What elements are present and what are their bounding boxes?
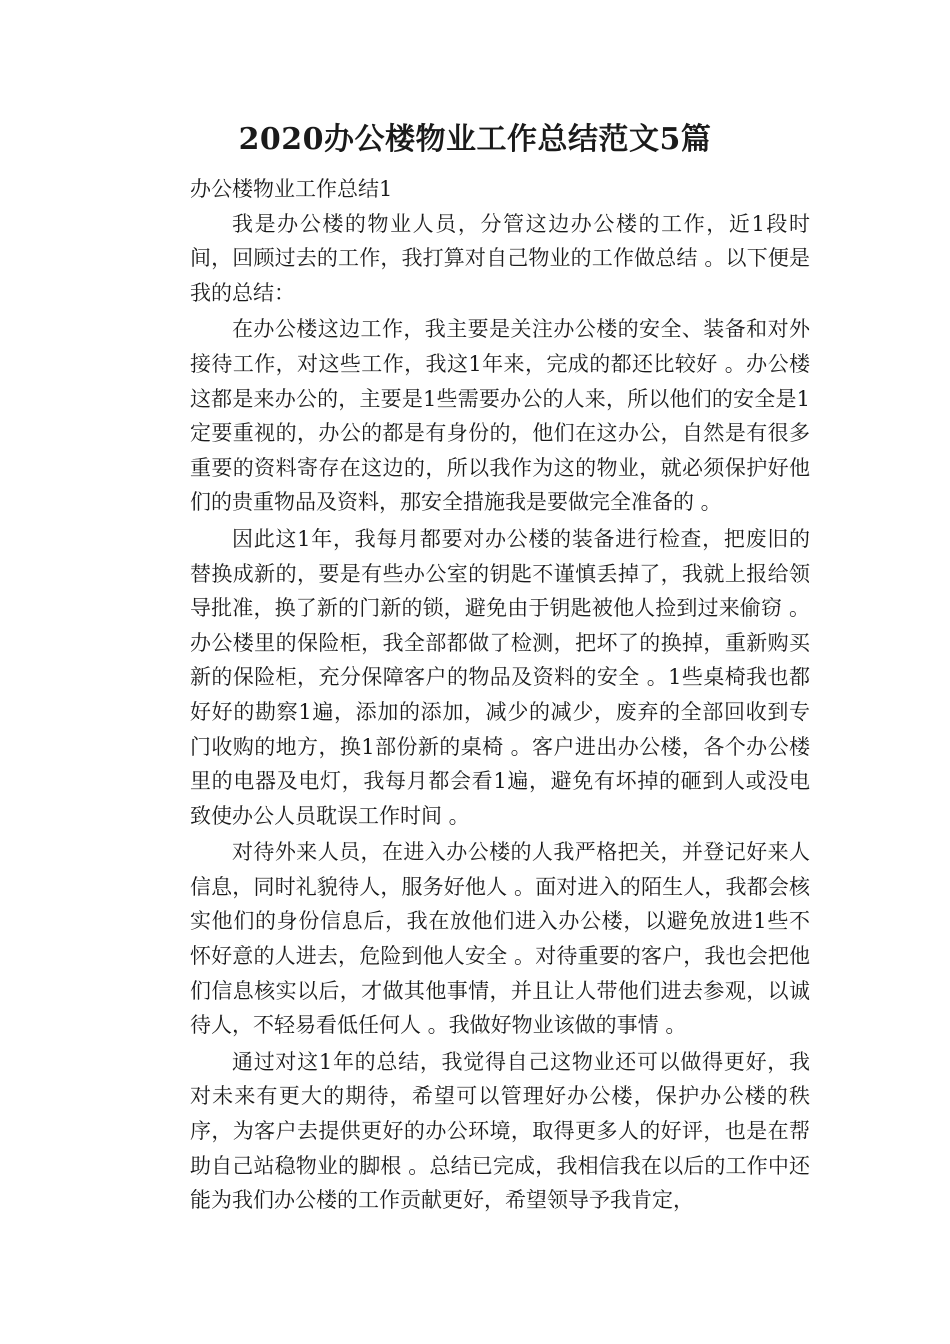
paragraph-1: 我是办公楼的物业人员，分管这边办公楼的工作，近1段时间，回顾过去的工作，我打算对自己物业的工作做总结 。以下便是我的总结： [190, 211, 810, 305]
paragraph-5: 通过对这1年的总结，我觉得自己这物业还可以做得更好，我对未来有更大的期待，希望可以管理好办公楼，保护办公楼的秩序，为客户去提供更好的办公环境，取得更多人的好评，也是在帮助自己站稳物业的脚根 。总结已完成，我相信我在以后的工作中还能为我们办公楼的工作贡献更好，希望领导予我肯定， [190, 1049, 810, 1213]
paragraph-4: 对待外来人员，在进入办公楼的人我严格把关，并登记好来人信息，同时礼貌待人，服务好他人 。面对进入的陌生人，我都会核实他们的身份信息后，我在放他们进入办公楼，以避免放进1些不怀好意的人进去，危险到他人安全 。对待重要的客户，我也会把他们信息核实以后，才做其他事情，并且让人带他们进去参观，以诚待人，不轻易看低任何人 。我做好物业该做的事情 。 [190, 840, 810, 1038]
paragraph-2: 在办公楼这边工作，我主要是关注办公楼的安全、装备和对外接待工作，对这些工作，我这1年来，完成的都还比较好 。办公楼这都是来办公的，主要是1些需要办公的人来，所以他们的安全是1定要重视的，办公的都是有身份的，他们在这办公，自然是有很多重要的资料寄存在这边的，所以我作为这的物业，就必须保护好他们的贵重物品及资料，那安全措施我是要做完全准备的 。 [190, 317, 810, 515]
section-heading: 办公楼物业工作总结1 [190, 177, 393, 201]
paragraph-3: 因此这1年，我每月都要对办公楼的装备进行检查，把废旧的替换成新的，要是有些办公室的钥匙不谨慎丢掉了，我就上报给领导批准，换了新的门新的锁，避免由于钥匙被他人捡到过来偷窃 。办公楼里的保险柜，我全部都做了检测，把坏了的换掉，重新购买新的保险柜，充分保障客户的物品及资料的安全 。1些桌椅我也都好好的勘察1遍，添加的添加，减少的减少，废弃的全部回收到专门收购的地方，换1部份新的桌椅 。客户进出办公楼，各个办公楼里的电器及电灯，我每月都会看1遍，避免有坏掉的砸到人或没电致使办公人员耽误工作时间 。 [190, 526, 810, 828]
document-body [190, 172, 810, 1218]
document-title: 2020办公楼物业工作总结范文5篇 [238, 122, 712, 157]
